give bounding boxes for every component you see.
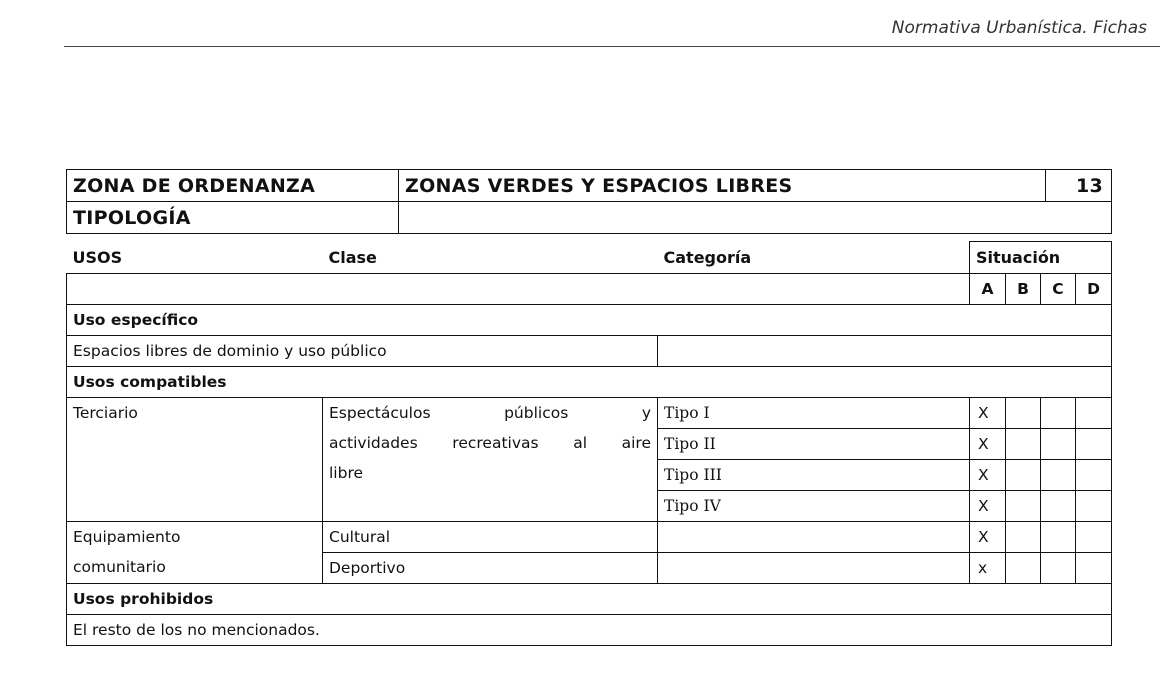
usos-prohibidos-row — [67, 615, 1112, 646]
equip-deportivo-d — [1076, 553, 1112, 584]
situacion-col-a: A — [970, 274, 1006, 305]
zona-row — [67, 170, 1112, 202]
usos-header: USOS — [72, 247, 123, 267]
table-row — [67, 522, 1112, 553]
clase-header: Clase — [328, 247, 377, 267]
tipo-iii-b — [1006, 460, 1041, 491]
tipo-i-c — [1041, 398, 1076, 429]
situacion-col-c: C — [1041, 274, 1076, 305]
categoria-header: Categoría — [663, 247, 752, 267]
tipo-i-b — [1006, 398, 1041, 429]
equip-cultural-d — [1076, 522, 1112, 553]
usos-prohibidos-value: El resto de los no mencionados. — [67, 615, 1112, 646]
usos-prohibidos-section — [67, 584, 1112, 615]
tipo-iv-c — [1041, 491, 1076, 522]
tipo-iii: Tipo III — [658, 460, 970, 491]
zona-table — [66, 169, 1112, 234]
equip-categoria-deportivo — [658, 553, 970, 584]
tipo-ii-b — [1006, 429, 1041, 460]
usos-compatibles-label: Usos compatibles — [67, 367, 1112, 398]
tipologia-label: TIPOLOGÍA — [67, 202, 399, 234]
tipologia-row — [67, 202, 1112, 234]
zona-label: ZONA DE ORDENANZA — [67, 170, 399, 202]
terciario-clase — [323, 398, 658, 522]
equip-clase-cultural: Cultural — [323, 522, 658, 553]
situacion-col-b: B — [1006, 274, 1041, 305]
tipo-iv: Tipo IV — [658, 491, 970, 522]
tipo-iii-d — [1076, 460, 1112, 491]
equip-categoria-cultural — [658, 522, 970, 553]
terciario-clase-line1: Espectáculos públicos y — [329, 404, 651, 422]
equip-deportivo-b — [1006, 553, 1041, 584]
uso-especifico-blank — [658, 336, 1112, 367]
equip-cultural-a: X — [970, 522, 1006, 553]
equipamiento-line1: Equipamiento — [73, 528, 181, 546]
uso-especifico-row — [67, 336, 1112, 367]
tipo-ii-c — [1041, 429, 1076, 460]
zona-number: 13 — [1046, 170, 1112, 202]
equip-deportivo-c — [1041, 553, 1076, 584]
equipamiento-line2: comunitario — [73, 558, 166, 576]
tipo-ii: Tipo II — [658, 429, 970, 460]
equipamiento-usos — [67, 522, 323, 584]
equip-deportivo-a: x — [970, 553, 1006, 584]
equip-cultural-b — [1006, 522, 1041, 553]
terciario-clase-line2: actividades recreativas al aire — [329, 434, 651, 452]
tipo-i-a: X — [970, 398, 1006, 429]
uses-table — [66, 241, 1112, 646]
equip-cultural-c — [1041, 522, 1076, 553]
uso-especifico-value: Espacios libres de dominio y uso público — [67, 336, 658, 367]
usos-compatibles-section — [67, 367, 1112, 398]
situacion-blank — [67, 274, 970, 305]
tipo-i-d — [1076, 398, 1112, 429]
tipo-iii-a: X — [970, 460, 1006, 491]
terciario-clase-line3: libre — [329, 464, 364, 482]
tipo-i: Tipo I — [658, 398, 970, 429]
page-header-title: Normativa Urbanística. Fichas — [891, 18, 1147, 38]
situacion-cols-row — [67, 274, 1112, 305]
equip-clase-deportivo: Deportivo — [323, 553, 658, 584]
tipologia-value — [399, 202, 1112, 234]
uso-especifico-label: Uso específico — [67, 305, 1112, 336]
situacion-header: Situación — [970, 242, 1112, 274]
tipo-ii-a: X — [970, 429, 1006, 460]
situacion-col-d: D — [1076, 274, 1112, 305]
terciario-usos: Terciario — [67, 398, 323, 522]
uses-header-row — [67, 242, 1112, 274]
tipo-iv-d — [1076, 491, 1112, 522]
header-divider — [64, 46, 1160, 47]
tipo-iv-a: X — [970, 491, 1006, 522]
uso-especifico-section — [67, 305, 1112, 336]
table-row — [67, 398, 1112, 429]
usos-prohibidos-label: Usos prohibidos — [67, 584, 1112, 615]
zona-value: ZONAS VERDES Y ESPACIOS LIBRES — [399, 170, 1046, 202]
tipo-iv-b — [1006, 491, 1041, 522]
tipo-ii-d — [1076, 429, 1112, 460]
tipo-iii-c — [1041, 460, 1076, 491]
